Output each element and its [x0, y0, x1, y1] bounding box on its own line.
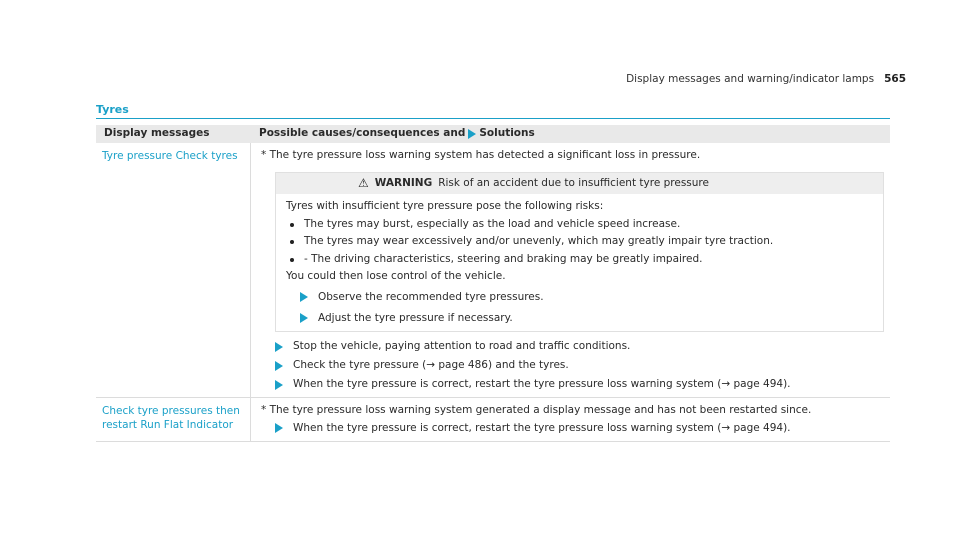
warning-label: WARNING	[374, 177, 433, 190]
play-arrow-icon	[300, 313, 308, 323]
display-message-line: Check tyre pressures then	[102, 405, 240, 418]
action-text: When the tyre pressure is correct, restart the tyre pressure loss warning system (→ page 494).	[293, 378, 791, 391]
bullet-icon	[290, 240, 294, 244]
bullet-icon	[290, 223, 294, 227]
action-item	[275, 422, 890, 435]
section-divider	[96, 118, 890, 119]
row-solutions	[251, 398, 890, 440]
action-text: Check the tyre pressure (→ page 486) and the tyres.	[293, 359, 569, 372]
warning-triangle-icon: ⚠	[358, 176, 369, 191]
list-item	[290, 218, 875, 231]
section-title: Tyres	[96, 103, 129, 116]
warning-box	[275, 172, 884, 332]
play-arrow-icon	[275, 380, 283, 390]
list-item	[290, 253, 875, 266]
cause-text: * The tyre pressure loss warning system has detected a significant loss in pressure.	[261, 149, 701, 161]
display-message	[96, 398, 251, 440]
action-item	[300, 291, 875, 304]
bullet-text: - The driving characteristics, steering and braking may be greatly impaired.	[304, 252, 703, 265]
header-title: Display messages and warning/indicator lamps	[626, 73, 875, 85]
play-arrow-icon	[300, 292, 308, 302]
messages-table	[96, 125, 890, 442]
bullet-text: The tyres may wear excessively and/or unevenly, which may greatly impair tyre traction.	[304, 235, 774, 248]
warning-header	[276, 173, 883, 194]
play-arrow-icon	[275, 423, 283, 433]
play-arrow-icon	[275, 342, 283, 352]
col-causes-label: Possible causes/consequences and	[259, 127, 466, 140]
col-solutions-label: Solutions	[479, 127, 535, 140]
warning-outro: You could then lose control of the vehicle.	[286, 269, 506, 282]
table-row	[96, 398, 890, 441]
bullet-text: The tyres may burst, especially as the load and vehicle speed increase.	[304, 218, 681, 231]
table-header	[96, 125, 890, 143]
bullet-icon	[290, 258, 294, 262]
play-arrow-icon	[468, 129, 476, 139]
table-row	[96, 143, 890, 398]
cause-text: * The tyre pressure loss warning system generated a display message and has not been restarted since.	[261, 404, 812, 417]
warning-intro: Tyres with insufficient tyre pressure pose the following risks:	[286, 200, 604, 213]
action-text: When the tyre pressure is correct, restart the tyre pressure loss warning system (→ page 494).	[293, 421, 791, 434]
col-display-messages: Display messages	[104, 127, 210, 140]
action-item	[275, 378, 890, 391]
display-message-line: restart Run Flat Indicator	[102, 418, 234, 431]
list-item	[290, 235, 875, 248]
action-text: Adjust the tyre pressure if necessary.	[318, 311, 513, 324]
col-causes-solutions	[251, 127, 890, 140]
play-arrow-icon	[275, 361, 283, 371]
action-item	[275, 359, 890, 372]
action-item	[300, 312, 875, 325]
action-item	[275, 340, 890, 353]
page-header	[626, 73, 906, 85]
row-solutions	[251, 143, 890, 397]
warning-title: Risk of an accident due to insufficient tyre pressure	[438, 177, 709, 190]
page-number: 565	[884, 73, 906, 85]
display-message: Tyre pressure Check tyres	[96, 143, 251, 397]
warning-body	[276, 194, 883, 331]
action-text: Observe the recommended tyre pressures.	[318, 290, 544, 303]
action-text: Stop the vehicle, paying attention to road and traffic conditions.	[293, 340, 631, 352]
